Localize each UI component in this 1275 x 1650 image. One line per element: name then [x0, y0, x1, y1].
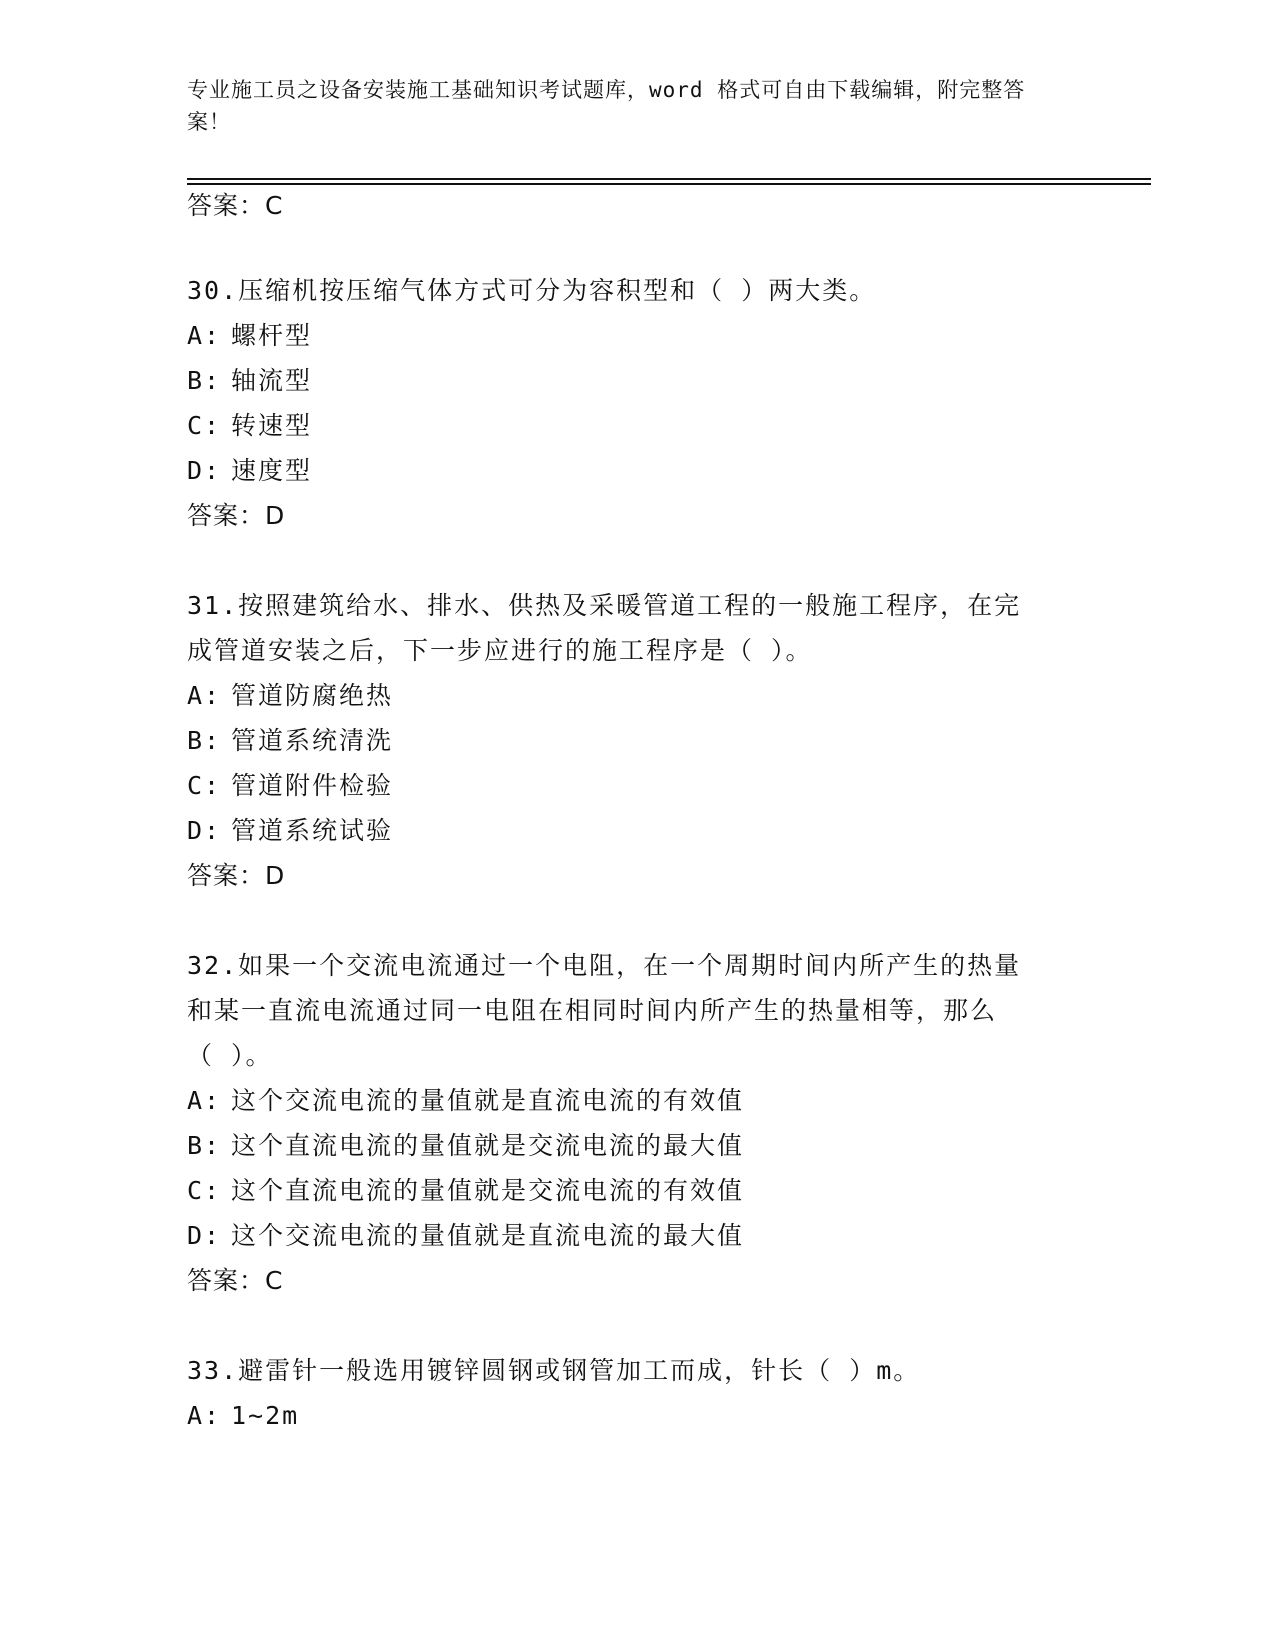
option-text: 管道系统清洗 — [231, 726, 394, 755]
question-30-stem: 30.压缩机按压缩气体方式可分为容积型和（ ）两大类。 — [187, 276, 877, 305]
question-30-answer: 答案：D — [187, 501, 286, 530]
option-text: 这个直流电流的量值就是交流电流的有效值 — [231, 1176, 745, 1205]
question-32-stem-line-1: 32.如果一个交流电流通过一个电阻，在一个周期时间内所产生的热量 — [187, 951, 1022, 980]
question-31-stem-line-1: 31.按照建筑给水、排水、供热及采暖管道工程的一般施工程序，在完 — [187, 591, 1022, 620]
question-30-option-d — [187, 456, 312, 486]
option-letter: A: — [187, 1086, 222, 1115]
question-32-stem-line-2: 和某一直流电流通过同一电阻在相同时间内所产生的热量相等，那么 — [187, 996, 998, 1025]
option-text: 管道系统试验 — [231, 816, 394, 845]
option-letter: C: — [187, 771, 222, 800]
option-text: 这个直流电流的量值就是交流电流的最大值 — [231, 1131, 745, 1160]
question-32-answer: 答案：C — [187, 1266, 284, 1295]
option-text: 螺杆型 — [231, 321, 313, 350]
option-text: 这个交流电流的量值就是直流电流的最大值 — [231, 1221, 745, 1250]
question-32-option-b — [187, 1131, 744, 1161]
option-text: 转速型 — [231, 411, 313, 440]
option-letter: D: — [187, 1221, 222, 1250]
option-letter: B: — [187, 726, 222, 755]
question-30-option-c — [187, 411, 312, 441]
question-32-stem-line-3: （ ）。 — [187, 1041, 273, 1070]
option-text: 1~2m — [231, 1401, 300, 1430]
question-33-option-a — [187, 1401, 299, 1431]
header-divider-bottom — [187, 183, 1151, 185]
option-text: 速度型 — [231, 456, 313, 485]
option-text: 轴流型 — [231, 366, 313, 395]
option-text: 管道附件检验 — [231, 771, 394, 800]
question-32-option-d — [187, 1221, 744, 1251]
option-letter: B: — [187, 366, 222, 395]
option-letter: C: — [187, 411, 222, 440]
question-31-option-b — [187, 726, 393, 756]
question-32-option-a — [187, 1086, 744, 1116]
answer-prev-question: 答案：C — [187, 191, 284, 220]
question-31-answer: 答案：D — [187, 861, 286, 890]
question-31-option-a — [187, 681, 393, 711]
option-letter: D: — [187, 816, 222, 845]
question-31-option-c — [187, 771, 393, 801]
question-31-option-d — [187, 816, 393, 846]
option-letter: C: — [187, 1176, 222, 1205]
question-30-option-a — [187, 321, 312, 351]
option-letter: B: — [187, 1131, 222, 1160]
option-text: 管道防腐绝热 — [231, 681, 394, 710]
question-31-stem-line-2: 成管道安装之后，下一步应进行的施工程序是（ ）。 — [187, 636, 813, 665]
option-letter: A: — [187, 321, 222, 350]
option-letter: A: — [187, 681, 222, 710]
option-letter: D: — [187, 456, 222, 485]
option-text: 这个交流电流的量值就是直流电流的有效值 — [231, 1086, 745, 1115]
document-header: 专业施工员之设备安装施工基础知识考试题库，word 格式可自由下载编辑，附完整答案！ — [187, 78, 1026, 134]
question-32-option-c — [187, 1176, 744, 1206]
option-letter: A: — [187, 1401, 222, 1430]
header-divider-top — [187, 178, 1151, 180]
question-30-option-b — [187, 366, 312, 396]
question-33-stem: 33.避雷针一般选用镀锌圆钢或钢管加工而成，针长（ ）m。 — [187, 1356, 921, 1385]
